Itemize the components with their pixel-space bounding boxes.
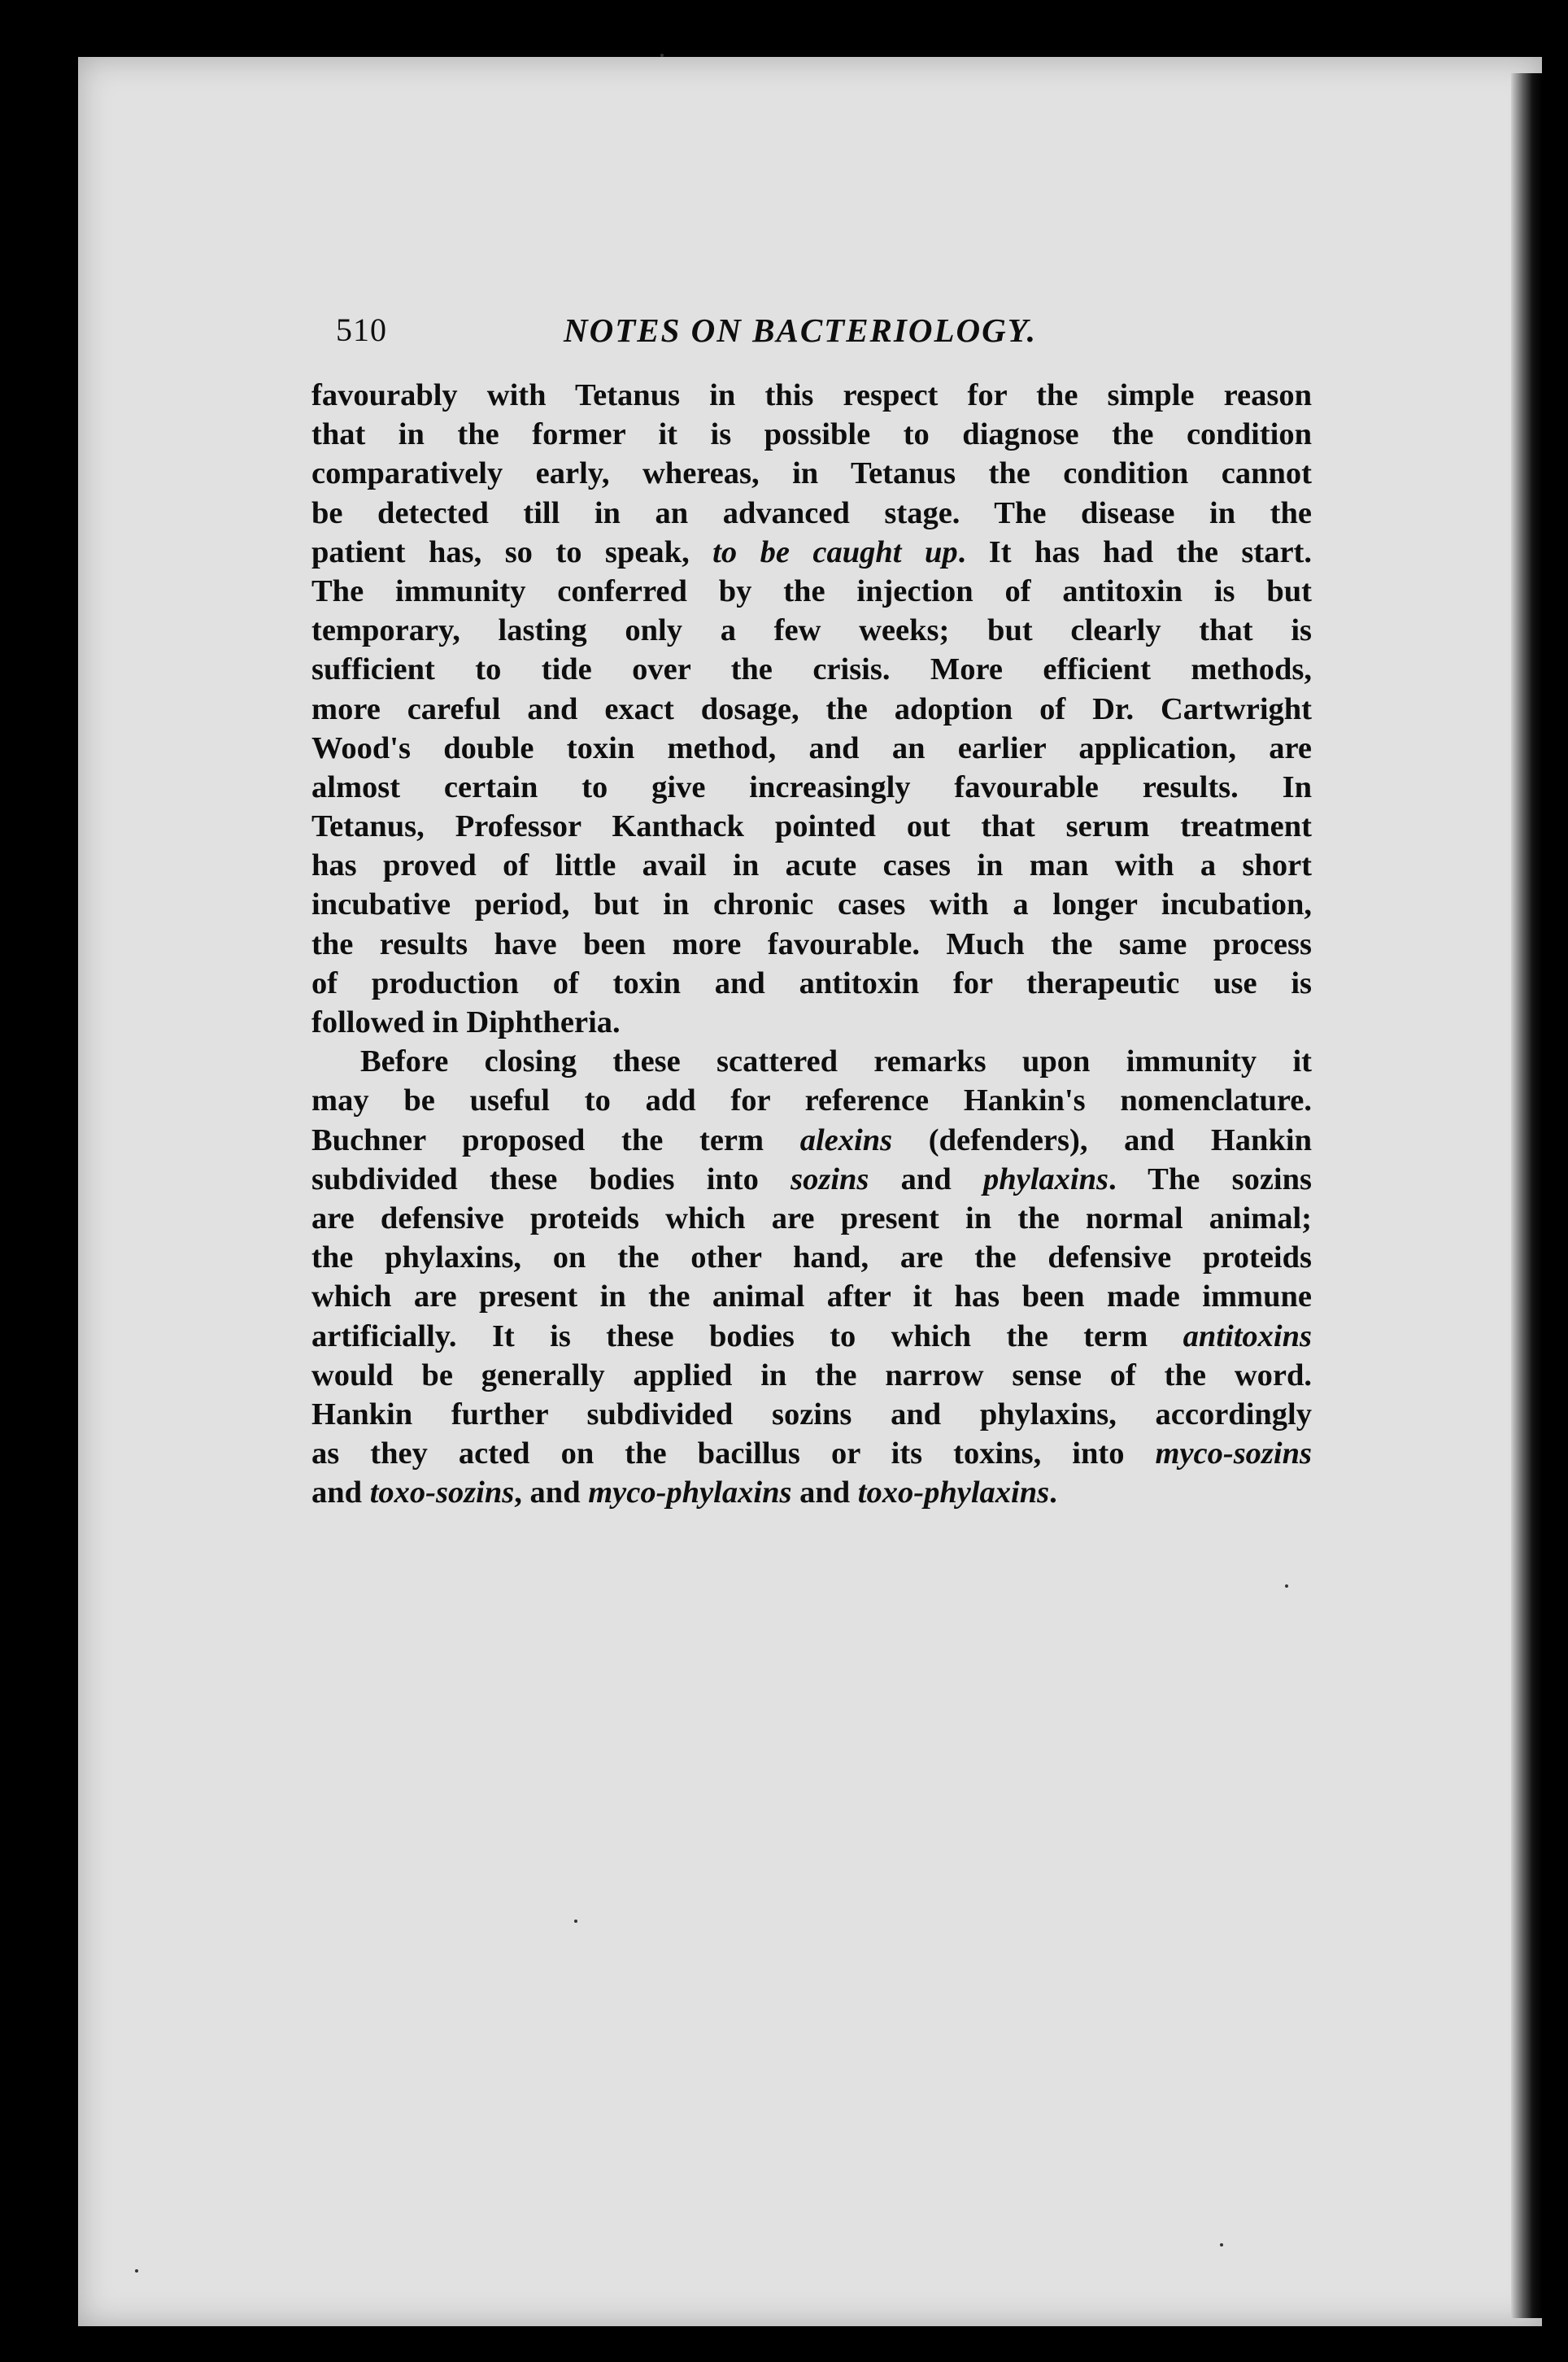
scan-speck [135, 2269, 138, 2273]
text-line [311, 964, 1312, 1003]
text-run: The immunity conferred by the injection of antitoxin is but [311, 573, 1312, 608]
text-line [311, 768, 1312, 807]
text-run: that in the former it is possible to diagnose the condition [311, 417, 1312, 452]
text-line [311, 376, 1312, 415]
scan-speck [1220, 2243, 1223, 2247]
text-run: may be useful to add for reference Hankin's nomenclature. [311, 1083, 1312, 1118]
page-binding-edge [1511, 73, 1542, 2318]
text-run: sufficient to tide over the crisis. More efficient methods, [311, 652, 1312, 687]
text-line [311, 572, 1312, 611]
text-line [311, 454, 1312, 493]
text-line [311, 1317, 1312, 1356]
text-line [311, 650, 1312, 689]
text-line [311, 1121, 1312, 1160]
text-line [311, 1356, 1312, 1395]
scan-speck [574, 1920, 577, 1923]
italic-term: phylaxins [982, 1161, 1109, 1196]
text-run: Wood's double toxin method, and an earlier application, are [311, 730, 1312, 765]
italic-term: to be caught up [712, 534, 958, 569]
text-block [311, 311, 1312, 1512]
text-run: and [791, 1475, 858, 1510]
running-head [311, 311, 1312, 360]
text-run: more careful and exact dosage, the adoption of Dr. Cartwright [311, 691, 1312, 726]
italic-term: myco-phylaxins [588, 1475, 792, 1510]
text-run: Hankin further subdivided sozins and phylaxins, accordingly [311, 1397, 1312, 1432]
text-line [311, 1199, 1312, 1238]
text-line [311, 690, 1312, 729]
text-line [311, 415, 1312, 454]
italic-term: sozins [791, 1161, 869, 1196]
scan-speck [1285, 1584, 1288, 1588]
text-line [311, 494, 1312, 533]
italic-term: myco-sozins [1155, 1436, 1312, 1471]
text-run: incubative period, but in chronic cases with a longer incubation, [311, 887, 1312, 922]
text-run: are defensive proteids which are present in the normal animal; [311, 1201, 1312, 1235]
text-run: . It has had the start. [957, 534, 1312, 569]
text-line [311, 1042, 1312, 1081]
text-run: subdivided these bodies into [311, 1161, 791, 1196]
text-run: favourably with Tetanus in this respect for the simple reason [311, 378, 1312, 412]
text-line [311, 807, 1312, 846]
text-run: the phylaxins, on the other hand, are the defensive proteids [311, 1240, 1312, 1275]
text-run: would be generally applied in the narrow sense of the word. [311, 1357, 1312, 1392]
text-line [311, 1473, 1312, 1512]
text-run: and [869, 1161, 983, 1196]
text-line [311, 846, 1312, 885]
text-line [311, 1277, 1312, 1316]
italic-term: antitoxins [1183, 1318, 1312, 1353]
text-line [311, 533, 1312, 572]
text-run: Before closing these scattered remarks upon immunity it [360, 1044, 1312, 1079]
text-line [311, 1160, 1312, 1199]
italic-term: alexins [799, 1122, 893, 1157]
text-run: followed in Diphtheria. [311, 1005, 621, 1039]
text-run: Tetanus, Professor Kanthack pointed out that serum treatment [311, 809, 1312, 844]
text-run: (defenders), and Hankin [892, 1122, 1312, 1157]
text-line [311, 1238, 1312, 1277]
text-line [311, 925, 1312, 964]
text-run: be detected till in an advanced stage. The disease in the [311, 495, 1312, 530]
running-title: NOTES ON BACTERIOLOGY. [564, 312, 1037, 349]
text-run: , and [514, 1475, 589, 1510]
text-line [311, 1003, 1312, 1042]
text-line [311, 611, 1312, 650]
text-line [311, 1081, 1312, 1120]
text-line [311, 885, 1312, 924]
text-line [311, 729, 1312, 768]
scan-speck [660, 54, 664, 57]
text-run: Buchner proposed the term [311, 1122, 800, 1157]
text-run: . [1049, 1475, 1057, 1510]
text-run: . The sozins [1108, 1161, 1312, 1196]
text-line [311, 1395, 1312, 1434]
text-run: patient has, so to speak, [311, 534, 713, 569]
text-run: of production of toxin and antitoxin for therapeutic use is [311, 965, 1312, 1000]
text-run: temporary, lasting only a few weeks; but clearly that is [311, 613, 1312, 648]
text-line [311, 1434, 1312, 1473]
page-number: 510 [336, 312, 387, 348]
italic-term: toxo-sozins [369, 1475, 515, 1510]
text-run: artificially. It is these bodies to which the term [311, 1318, 1183, 1353]
text-run: the results have been more favourable. Much the same process [311, 926, 1312, 961]
text-run: comparatively early, whereas, in Tetanus the condition cannot [311, 456, 1312, 491]
italic-term: toxo-phylaxins [857, 1475, 1050, 1510]
text-run: has proved of little avail in acute cases in man with a short [311, 848, 1312, 883]
text-run: which are present in the animal after it has been made immune [311, 1279, 1312, 1314]
text-run: almost certain to give increasingly favourable results. In [311, 769, 1312, 804]
text-run: and [311, 1475, 370, 1510]
text-run: as they acted on the bacillus or its toxins, into [311, 1436, 1156, 1471]
body-text [311, 376, 1312, 1512]
